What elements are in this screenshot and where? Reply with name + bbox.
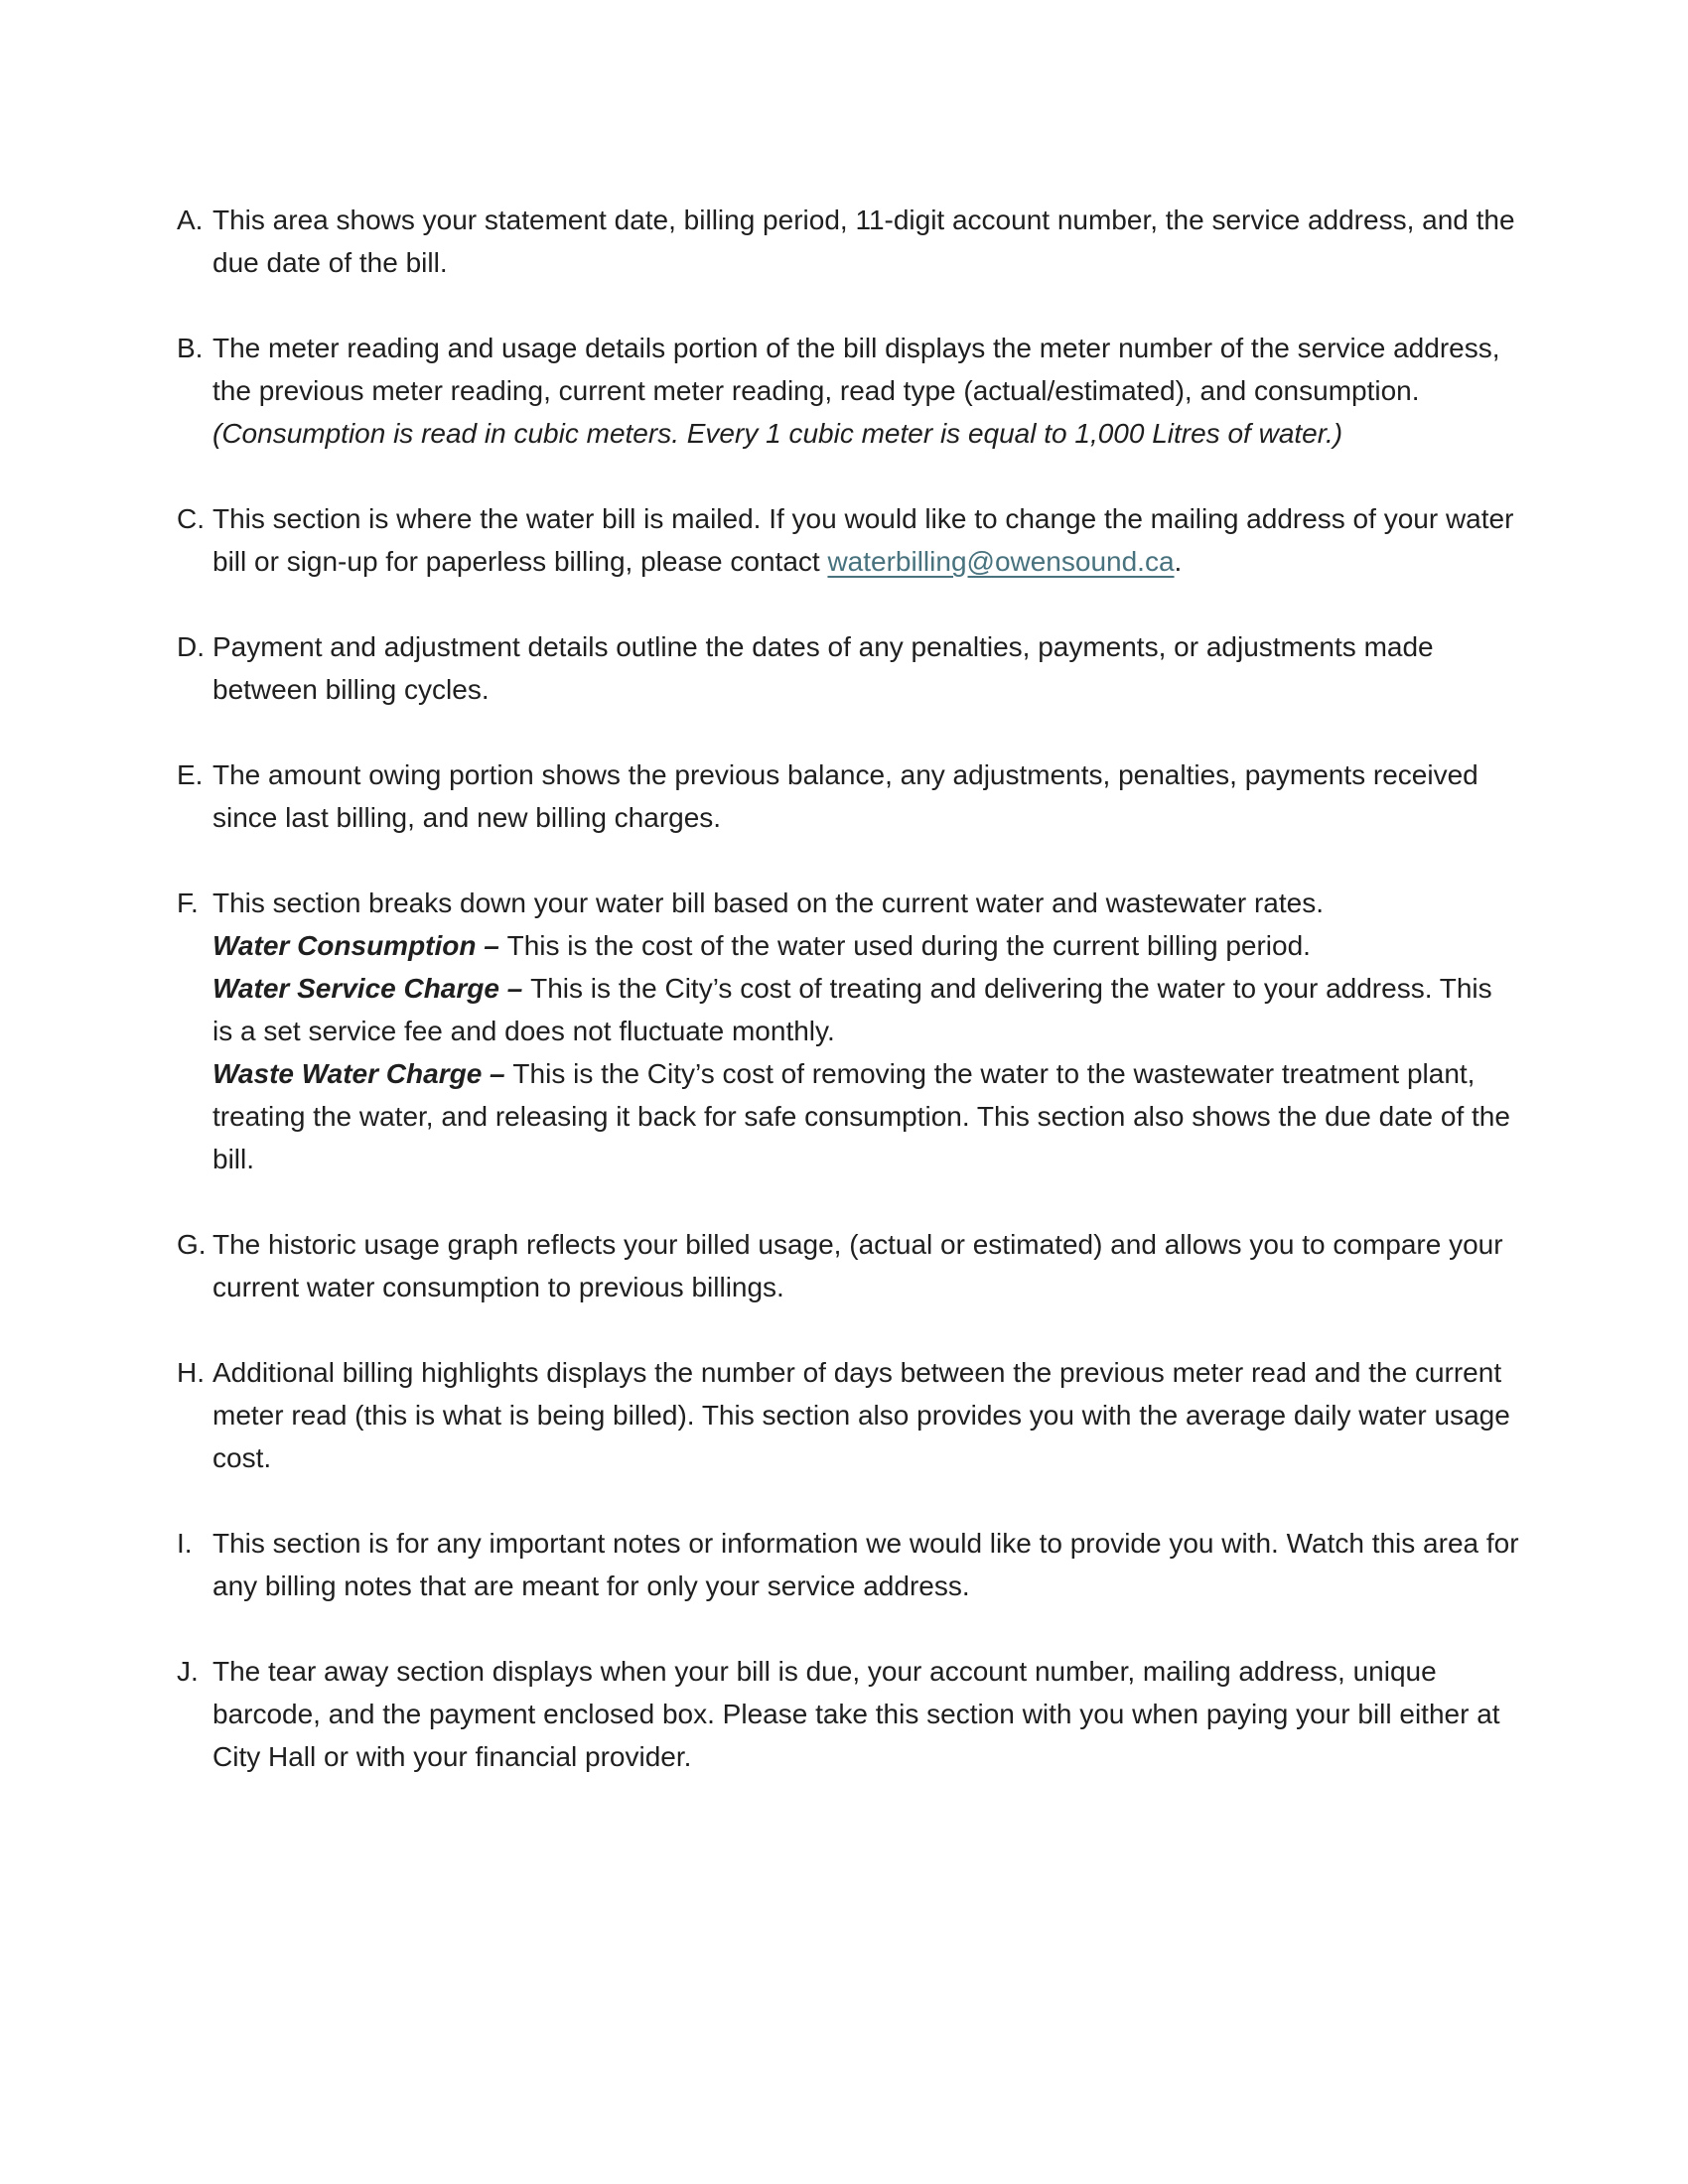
- item-text: [212, 625, 1519, 711]
- text-run: .: [1174, 546, 1183, 577]
- text-run: Water Service Charge –: [212, 973, 531, 1004]
- list-item: [177, 1223, 1519, 1308]
- text-run: Payment and adjustment details outline the dates of any penalties, payments, or adjustments made between billing cycles.: [212, 631, 1434, 705]
- item-text: [212, 1522, 1519, 1607]
- item-letter: H.: [177, 1357, 205, 1388]
- item-letter: E.: [177, 759, 204, 790]
- text-run: This area shows your statement date, billing period, 11-digit account number, the service address, and the due date of the bill.: [212, 205, 1515, 278]
- item-letter: C.: [177, 503, 205, 534]
- text-run: Additional billing highlights displays the number of days between the previous meter read and the current meter read (this is what is being billed). This section also provides you with the average daily water usage cost.: [212, 1357, 1510, 1473]
- text-run: The tear away section displays when your bill is due, your account number, mailing address, unique barcode, and the payment enclosed box. Please take this section with you when paying your bill either at City Hall or with your financial provider.: [212, 1656, 1500, 1772]
- text-run: The amount owing portion shows the previous balance, any adjustments, penalties, payments received since last billing, and new billing charges.: [212, 759, 1478, 833]
- item-text: [212, 1351, 1519, 1479]
- text-run: This section breaks down your water bill based on the current water and wastewater rates.: [212, 887, 1325, 918]
- item-text: [212, 199, 1519, 284]
- item-text: [212, 753, 1519, 839]
- item-letter: I.: [177, 1528, 193, 1559]
- text-run: This section is where the water bill is mailed. If you would like to change the mailing address of your water bill or sign-up for paperless billing, please contact: [212, 503, 1514, 577]
- list-item: [177, 1522, 1519, 1607]
- item-letter: D.: [177, 631, 205, 662]
- list-item: [177, 625, 1519, 711]
- list-item: [177, 753, 1519, 839]
- item-letter: J.: [177, 1656, 199, 1687]
- list-item: [177, 882, 1519, 1180]
- list-item: [177, 199, 1519, 284]
- text-run: The meter reading and usage details portion of the bill displays the meter number of the service address, the previous meter reading, current meter reading, read type (actual/estimated), and consumption.: [212, 333, 1500, 406]
- list-item: [177, 327, 1519, 455]
- text-run: Waste Water Charge –: [212, 1058, 513, 1089]
- list-item: [177, 497, 1519, 583]
- text-run: This is the City’s cost of removing the water to the wastewater treatment plant, treating the water, and releasing it back for safe consumption. This section also shows the due date of the bill.: [212, 1058, 1510, 1174]
- text-run: Water Consumption –: [212, 930, 507, 961]
- item-letter: A.: [177, 205, 204, 235]
- item-letter: G.: [177, 1229, 207, 1260]
- email-link[interactable]: waterbilling@owensound.ca: [827, 546, 1175, 577]
- lettered-list: [177, 199, 1519, 1778]
- item-text: [212, 1650, 1519, 1778]
- text-run: This is the cost of the water used during the current billing period.: [506, 930, 1311, 961]
- item-text: [212, 327, 1519, 455]
- item-text: [212, 497, 1519, 583]
- text-run: The historic usage graph reflects your billed usage, (actual or estimated) and allows you to compare your current water consumption to previous billings.: [212, 1229, 1503, 1302]
- item-text: [212, 882, 1519, 1180]
- text-run: This is the City’s cost of treating and delivering the water to your address. This is a set service fee and does not fluctuate monthly.: [212, 973, 1492, 1046]
- list-item: [177, 1351, 1519, 1479]
- item-text: [212, 1223, 1519, 1308]
- item-letter: B.: [177, 333, 204, 363]
- text-run: This section is for any important notes or information we would like to provide you with. Watch this area for any billing notes that are meant for only your service address.: [212, 1528, 1519, 1601]
- text-run: (Consumption is read in cubic meters. Every 1 cubic meter is equal to 1,000 Litres of water.): [212, 418, 1343, 449]
- item-letter: F.: [177, 887, 199, 918]
- list-item: [177, 1650, 1519, 1778]
- document-body: [177, 199, 1519, 1778]
